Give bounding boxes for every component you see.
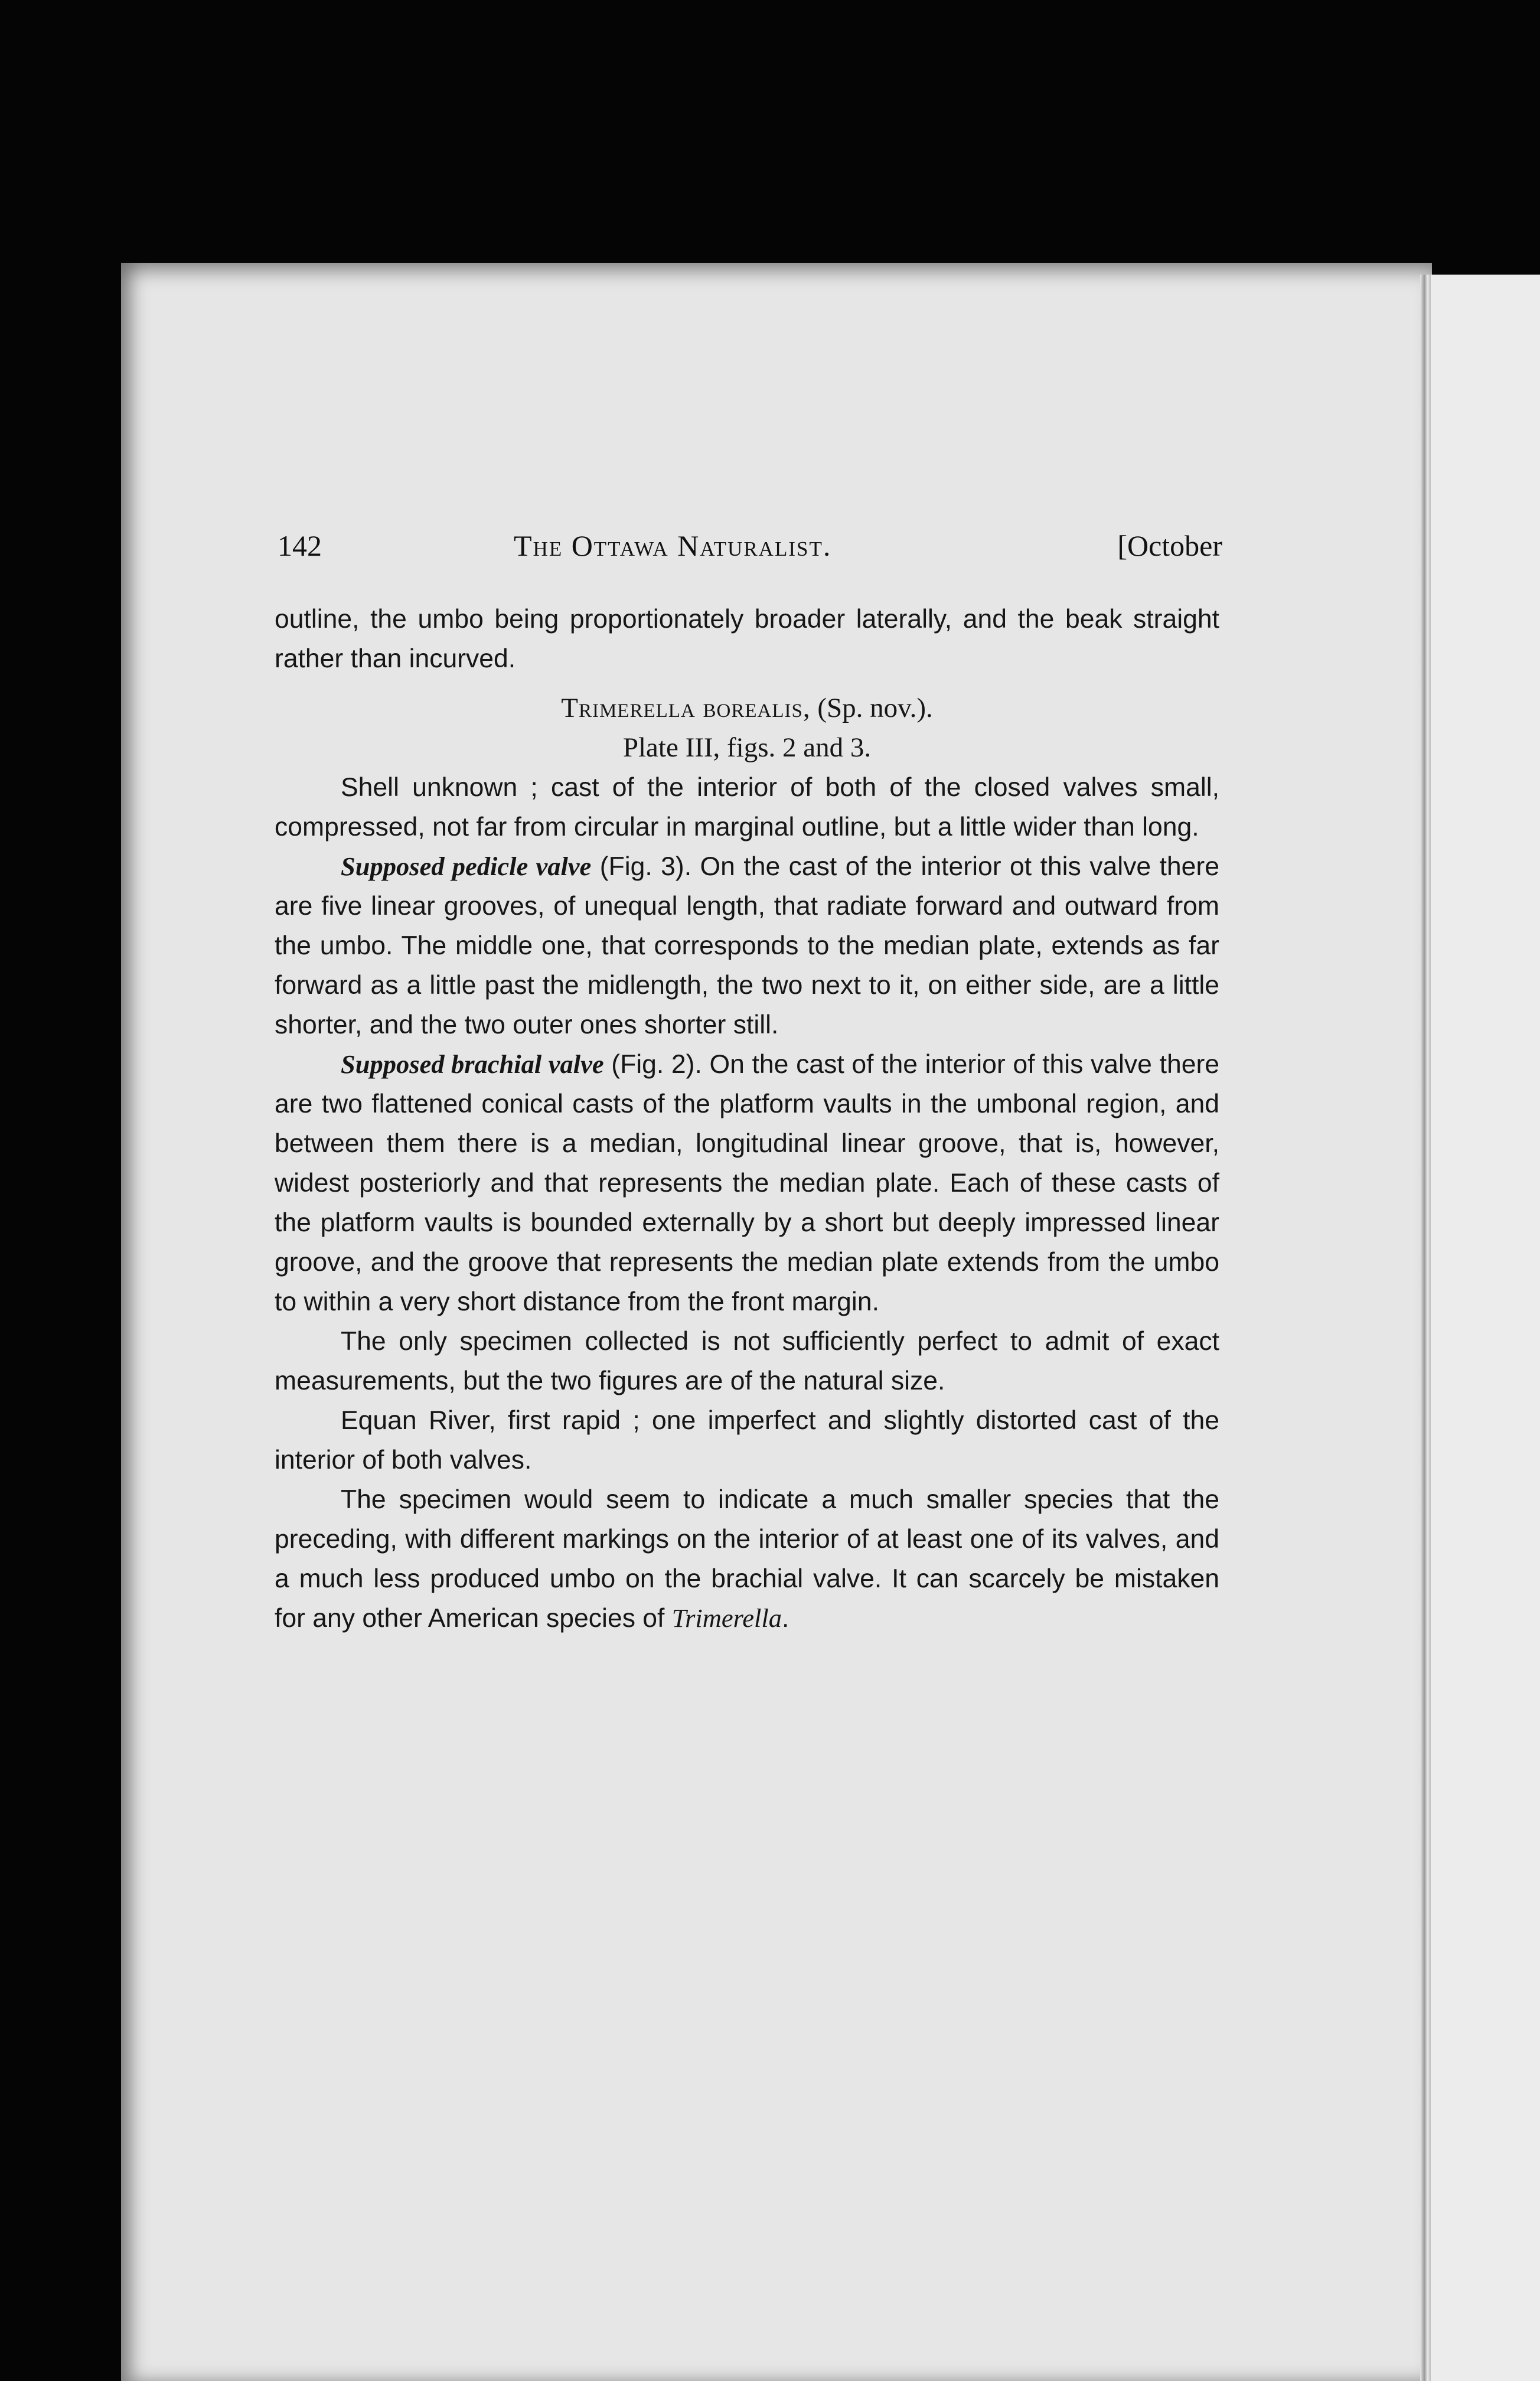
page-gutter-edge xyxy=(1420,275,1431,2381)
paragraph-brachial-valve xyxy=(275,1045,1219,1322)
running-head xyxy=(278,529,1222,570)
species-note: (Sp. nov.). xyxy=(817,693,933,723)
pedicle-valve-text: (Fig. 3). On the cast of the interior ot this valve there are five linear grooves, of unequal length, that radiate forward and outward from the umbo. The middle one, that corresponds to the median plate, extends as far forward as a little past the midlength, the two next to it, on either side, are a little shorter, and the two outer ones shorter still. xyxy=(275,852,1219,1039)
facing-page-strip xyxy=(1431,275,1540,2381)
paragraph-locality: Equan River, first rapid ; one imperfect and slightly distorted cast of the interior of both valves. xyxy=(275,1406,1219,1475)
paragraph-shell-description: Shell unknown ; cast of the interior of both of the closed valves small, compressed, not far from circular in marginal outline, but a little wider than long. xyxy=(275,773,1219,841)
brachial-valve-label: Supposed brachial valve xyxy=(341,1049,604,1079)
plate-reference: Plate III, figs. 2 and 3. xyxy=(622,732,872,763)
paragraph-comparison xyxy=(275,1480,1219,1638)
issue-month: [October xyxy=(1117,529,1222,562)
pedicle-valve-label: Supposed pedicle valve xyxy=(341,852,592,881)
continuation-paragraph: outline, the umbo being proportionately broader laterally, and the beak straight rather than incurved. xyxy=(275,605,1219,673)
paragraph-pedicle-valve xyxy=(275,847,1219,1045)
page-number: 142 xyxy=(278,529,322,562)
paragraph-specimen-size: The only specimen collected is not sufficiently perfect to admit of exact measurements, but the two figures are of the natural size. xyxy=(275,1327,1219,1395)
brachial-valve-text: (Fig. 2). On the cast of the interior of this valve there are two flattened conical casts of the platform vaults in the umbonal region, and between them there is a median, longitudinal linear groove, that is, however, widest posteriorly and that represents the median plate. Each of these casts of the platform vaults is bounded externally by a short but deeply impressed linear groove, and the groove that represents the median plate extends from the umbo to within a very short distance from the front margin. xyxy=(275,1050,1220,1316)
genus-name: Trimerella xyxy=(671,1603,782,1633)
comparison-text: The specimen would seem to indicate a much smaller species that the preceding, with different markings on the interior of at least one of its valves, and a much less produced umbo on the brachial valve. It can scarcely be mistaken for any other American species of xyxy=(275,1485,1219,1633)
article-body xyxy=(275,599,1219,1638)
journal-title: The Ottawa Naturalist. xyxy=(514,529,832,562)
species-heading xyxy=(275,689,1219,728)
comparison-end: . xyxy=(782,1604,789,1633)
species-name: Trimerella borealis, xyxy=(561,693,811,723)
